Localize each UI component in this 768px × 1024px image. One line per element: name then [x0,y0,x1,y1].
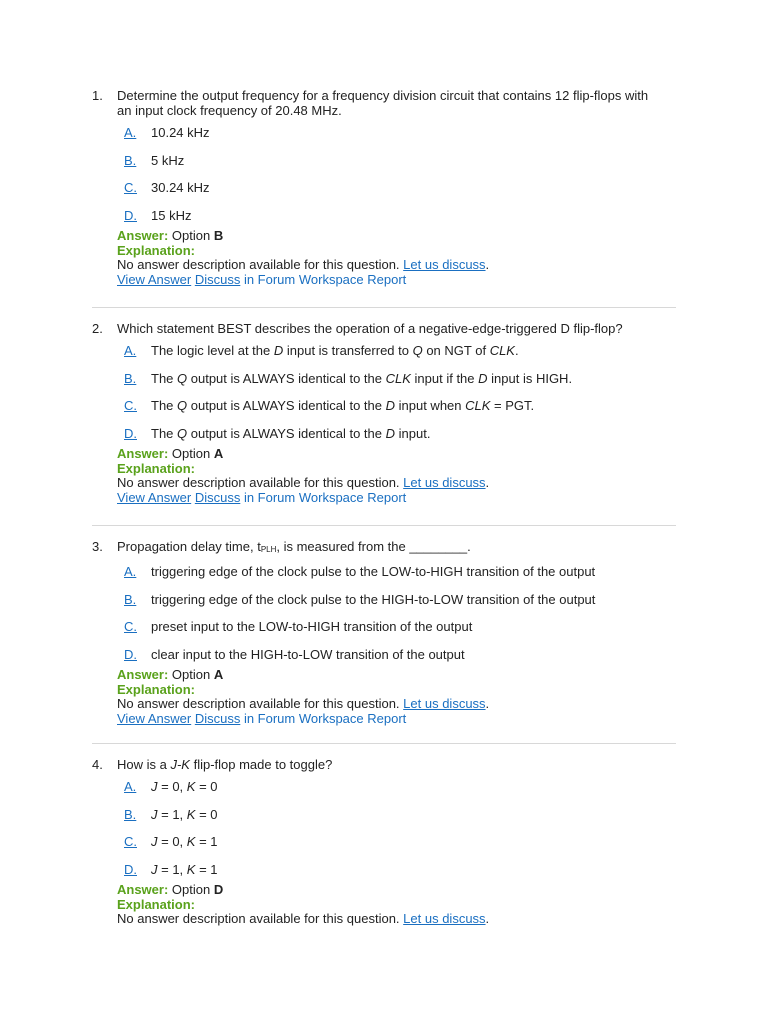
option-a[interactable]: A. The logic level at the D input is transferred to Q on NGT of CLK. [124,343,519,358]
option-letter-link[interactable]: C. [124,180,137,195]
answer-line: Answer: Option B [117,228,224,243]
divider [92,307,676,308]
option-d[interactable]: D. clear input to the HIGH-to-LOW transition of the output [124,646,465,662]
option-a[interactable]: A. J = 0, K = 0 [124,779,218,794]
option-b[interactable]: B. J = 1, K = 0 [124,806,218,822]
answer-block [92,668,676,726]
option-letter-link[interactable]: A. [124,343,137,358]
view-answer-link[interactable]: View Answer [117,271,192,287]
explanation-text: No answer description available for this question. Let us discuss. [117,475,490,490]
question-4 [92,757,676,927]
option-letter-link[interactable]: B. [124,806,137,822]
answer-line: Answer: Option D [117,882,224,897]
question-number: 2. [92,321,103,336]
let-us-discuss-link[interactable]: Let us discuss [403,696,486,711]
explanation-text: No answer description available for this question. Let us discuss. [117,696,490,711]
option-letter-link[interactable]: D. [124,646,137,662]
option-letter-link[interactable]: B. [124,591,137,607]
option-letter-link[interactable]: C. [124,834,137,849]
view-answer-link[interactable]: View Answer [117,710,192,726]
divider [92,525,676,526]
question-text: 3. Propagation delay time, tPLH, is measured from the ________. [92,539,471,554]
explanation-label: Explanation: [117,681,196,697]
answer-value: A [213,667,224,682]
option-letter-link[interactable]: A. [124,779,137,794]
option-d[interactable]: D. 15 kHz [124,207,192,223]
option-c[interactable]: C. J = 0, K = 1 [124,834,218,849]
question-text: 1. Determine the output frequency for a frequency division circuit that contains 12 flip-flops with an input clock frequency of 20.48 MHz. [92,88,649,118]
question-number: 4. [92,757,103,772]
forum-workspace-text[interactable]: in Forum Workspace Report [243,489,407,505]
answer-value: D [213,882,224,897]
explanation-label: Explanation: [117,460,196,476]
answer-block [92,447,676,505]
answer-block [92,229,676,287]
option-c[interactable]: C. 30.24 kHz [124,180,210,195]
option-letter-link[interactable]: D. [124,861,137,877]
options-list [92,125,676,235]
option-d[interactable]: D. J = 1, K = 1 [124,861,218,877]
answer-actions [117,491,676,506]
answer-line: Answer: Option A [117,667,224,682]
question-2 [92,321,676,505]
forum-workspace-text[interactable]: in Forum Workspace Report [243,271,407,287]
options-list [92,779,676,889]
option-letter-link[interactable]: A. [124,125,137,140]
answer-actions [117,712,676,727]
options-list [92,564,676,674]
option-b[interactable]: B. The Q output is ALWAYS identical to the CLK input if the D input is HIGH. [124,370,573,386]
question-3 [92,539,676,726]
explanation-label: Explanation: [117,896,196,912]
discuss-link[interactable]: Discuss [194,271,241,287]
answer-value: B [213,228,224,243]
option-letter-link[interactable]: C. [124,398,137,413]
option-letter-link[interactable]: C. [124,619,137,634]
question-number: 3. [92,539,103,554]
option-a[interactable]: A. triggering edge of the clock pulse to the LOW-to-HIGH transition of the output [124,564,596,579]
view-answer-link[interactable]: View Answer [117,489,192,505]
option-b[interactable]: B. 5 kHz [124,152,185,168]
question-1 [92,88,676,287]
explanation-label: Explanation: [117,242,196,258]
answer-block [92,883,676,927]
option-a[interactable]: A. 10.24 kHz [124,125,210,140]
option-d[interactable]: D. The Q output is ALWAYS identical to the D input. [124,425,431,441]
answer-line: Answer: Option A [117,446,224,461]
option-letter-link[interactable]: B. [124,152,137,168]
option-letter-link[interactable]: B. [124,370,137,386]
options-list [92,343,676,453]
divider [92,743,676,744]
option-letter-link[interactable]: D. [124,207,137,223]
let-us-discuss-link[interactable]: Let us discuss [403,475,486,490]
question-text: 2. Which statement BEST describes the operation of a negative-edge-triggered D flip-flop? [92,321,623,336]
discuss-link[interactable]: Discuss [194,710,241,726]
option-c[interactable]: C. preset input to the LOW-to-HIGH transition of the output [124,619,473,634]
explanation-text: No answer description available for this question. Let us discuss. [117,911,490,926]
answer-value: A [213,446,224,461]
option-b[interactable]: B. triggering edge of the clock pulse to the HIGH-to-LOW transition of the output [124,591,596,607]
forum-workspace-text[interactable]: in Forum Workspace Report [243,710,407,726]
question-text: 4. How is a J-K flip-flop made to toggle? [92,757,333,772]
question-number: 1. [92,88,103,103]
answer-actions [117,273,676,288]
let-us-discuss-link[interactable]: Let us discuss [403,257,486,272]
option-letter-link[interactable]: A. [124,564,137,579]
let-us-discuss-link[interactable]: Let us discuss [403,911,486,926]
option-letter-link[interactable]: D. [124,425,137,441]
explanation-text: No answer description available for this question. Let us discuss. [117,257,490,272]
discuss-link[interactable]: Discuss [194,489,241,505]
option-c[interactable]: C. The Q output is ALWAYS identical to the D input when CLK = PGT. [124,398,535,413]
